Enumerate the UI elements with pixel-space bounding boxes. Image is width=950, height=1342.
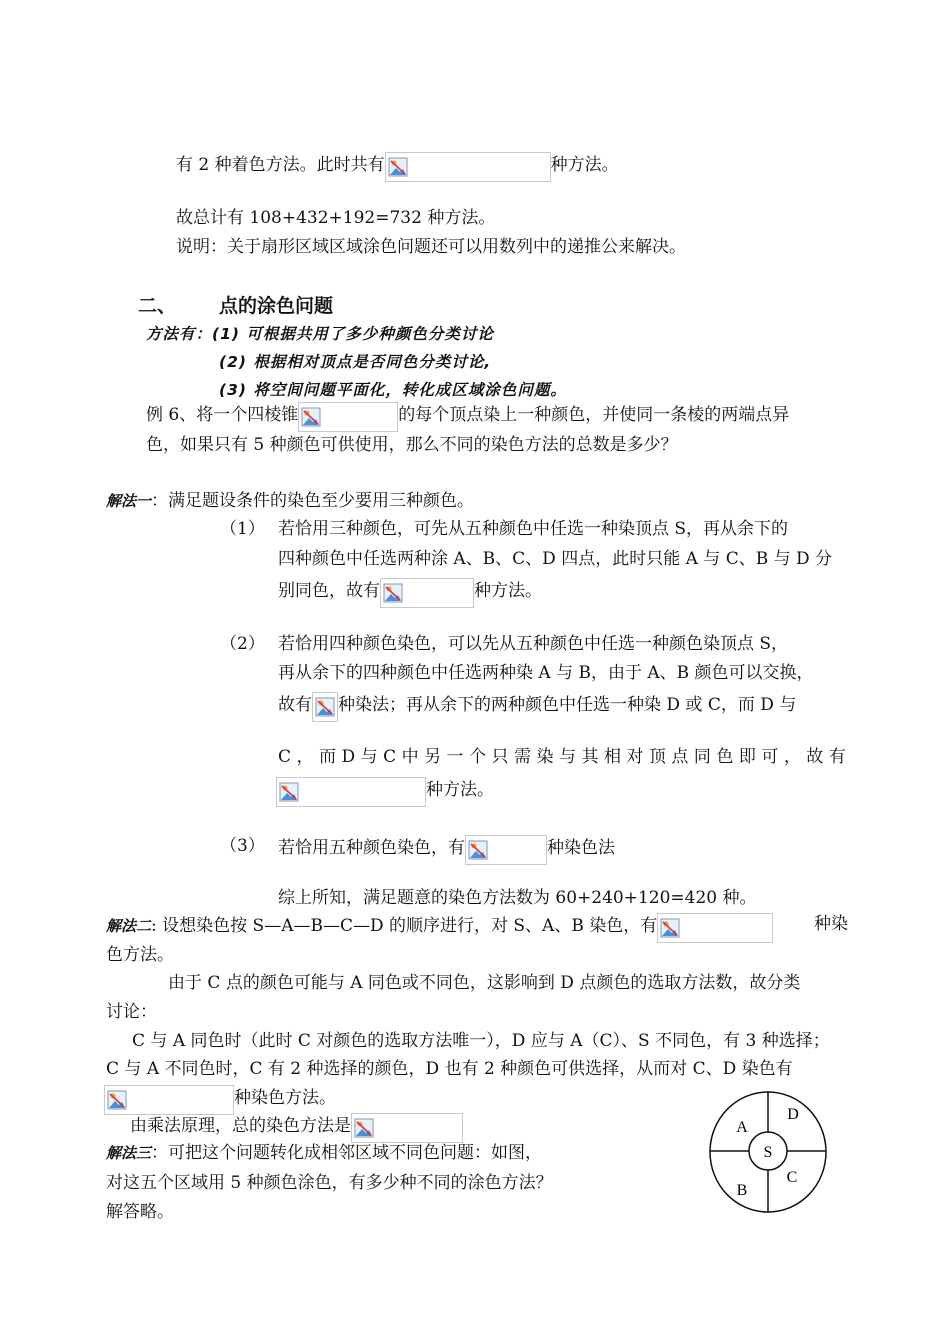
text-line: 种染色方法。: [104, 1085, 336, 1115]
text-line: 种方法。: [276, 777, 494, 807]
formula-image: [465, 835, 547, 865]
text-line: 解法三：可把这个问题转化成相邻区域不同色问题：如图，: [106, 1143, 543, 1163]
text-line: 故总计有 108+432+192=732 种方法。: [176, 208, 496, 228]
section-title: 点的涂色问题: [219, 295, 334, 317]
broken-image-icon: [468, 840, 488, 860]
region-diagram: [706, 1090, 830, 1214]
text-token: 而: [318, 747, 336, 767]
text-line: 解法一：满足题设条件的染色至少要用三种颜色。: [106, 491, 475, 511]
text-line: 再从余下的四种颜色中任选两种染 A 与 B，由于 A、B 颜色可以交换，: [278, 663, 814, 683]
solution-label: 解法一: [106, 492, 152, 510]
text-token: 点: [671, 747, 689, 767]
section-number: 二、: [138, 295, 177, 317]
text-token: 有: [828, 747, 846, 767]
text-token: 个: [469, 747, 487, 767]
text-line: 别同色，故有 种方法。: [278, 578, 542, 608]
text-line: 若恰用三种颜色，可先从五种颜色中任选一种染顶点 S，再从余下的: [278, 519, 789, 539]
text-token: 故: [806, 747, 824, 767]
text-token: 顶: [648, 747, 666, 767]
region-label-a: A: [736, 1119, 748, 1136]
text-line: C 与 A 不同色时，C 有 2 种选择的颜色，D 也有 2 种颜色可供选择，从而对 C、D 染色有: [106, 1059, 793, 1079]
text-line: 解法二: 设想染色按 S—A—B—C—D 的顺序进行，对 S、A、B 染色，有 种染: [106, 913, 848, 943]
text-token: 一: [446, 747, 464, 767]
text-line: 说明：关于扇形区域区域涂色问题还可以用数列中的递推公来解决。: [176, 237, 686, 257]
text-line: 四种颜色中任选两种涂 A、B、C、D 四点，此时只能 A 与 C、B 与 D 分: [278, 549, 833, 569]
text-line: C 与 A 同色时（此时 C 对颜色的选取方法唯一），D 应与 A（C）、S 不同色，有 3 种选择；: [132, 1031, 830, 1051]
broken-image-icon: [354, 1118, 374, 1138]
text-token: 可: [761, 747, 779, 767]
text-token: 与: [360, 747, 378, 767]
broken-image-icon: [107, 1090, 127, 1110]
text-line: 有 2 种着色方法。此时共有 种方法。: [176, 152, 619, 182]
region-label-b: B: [736, 1182, 748, 1199]
broken-image-icon: [315, 697, 335, 717]
case-number: （2）: [220, 634, 265, 654]
region-label-d: D: [787, 1106, 799, 1123]
text-token: ，: [783, 747, 801, 767]
text-token: 只: [491, 747, 509, 767]
text-token: 其: [581, 747, 599, 767]
formula-image: [276, 777, 426, 807]
methods-line: 方法有：(1) 可根据共用了多少种颜色分类讨论: [146, 325, 494, 343]
broken-image-icon: [301, 407, 321, 427]
text-line: 对这五个区域用 5 种颜色涂色，有多少种不同的涂色方法？: [106, 1173, 553, 1193]
formula-image: [657, 913, 773, 943]
text-line: 综上所知，满足题意的染色方法数为 60+240+120=420 种。: [278, 888, 757, 908]
text-token: C: [383, 747, 397, 767]
justified-text-line: [278, 746, 846, 768]
broken-image-icon: [279, 782, 299, 802]
text-token: ，: [296, 747, 314, 767]
text-token: 色: [716, 747, 734, 767]
text-token: 与: [558, 747, 576, 767]
text-line: 色，如果只有 5 种颜色可供使用，那么不同的染色方法的总数是多少？: [146, 435, 678, 455]
text-line: 讨论：: [106, 1002, 157, 1022]
formula-image: [298, 402, 398, 432]
methods-line: (2) 根据相对顶点是否同色分类讨论,: [219, 353, 492, 371]
text-line: 色方法。: [106, 945, 174, 965]
formula-image: [104, 1085, 234, 1115]
text-token: 对: [626, 747, 644, 767]
text-line: 若恰用五种颜色染色，有 种染色法: [278, 835, 615, 865]
text-token: 另: [424, 747, 442, 767]
case-number: （1）: [220, 519, 265, 539]
text-token: 同: [693, 747, 711, 767]
formula-image: [380, 578, 474, 608]
text-line: 故有 种染法；再从余下的两种颜色中任选一种染 D 或 C，而 D 与: [278, 692, 796, 722]
text-line: 例 6、将一个四棱锥 的每个顶点染上一种颜色，并使同一条棱的两端点异: [146, 402, 789, 432]
text-line: 由乘法原理，总的染色方法是: [130, 1113, 463, 1143]
text-token: 相: [603, 747, 621, 767]
region-label-s: S: [763, 1144, 773, 1161]
formula-image: [385, 152, 551, 182]
solution-label: 解法二: [106, 917, 152, 935]
text-token: D: [341, 747, 356, 767]
broken-image-icon: [660, 918, 680, 938]
methods-line: (3) 将空间问题平面化，转化成区域涂色问题。: [219, 381, 567, 399]
broken-image-icon: [383, 583, 403, 603]
text-line: 解答略。: [106, 1202, 174, 1222]
case-number: （3）: [220, 836, 265, 856]
text-line: 若恰用四种颜色染色，可以先从五种颜色中任选一种颜色染顶点 S，: [278, 634, 789, 654]
text-token: 需: [514, 747, 531, 767]
text-token: 中: [401, 747, 419, 767]
text-token: 染: [536, 747, 554, 767]
text-token: C: [278, 747, 292, 767]
broken-image-icon: [388, 157, 408, 177]
text-line: 由于 C 点的颜色可能与 A 同色或不同色，这影响到 D 点颜色的选取方法数，故分类: [168, 973, 801, 993]
text-token: 即: [738, 747, 756, 767]
formula-image: [351, 1113, 463, 1143]
solution-label: 解法三: [106, 1144, 152, 1162]
formula-image: [312, 692, 338, 722]
region-label-c: C: [786, 1169, 798, 1186]
